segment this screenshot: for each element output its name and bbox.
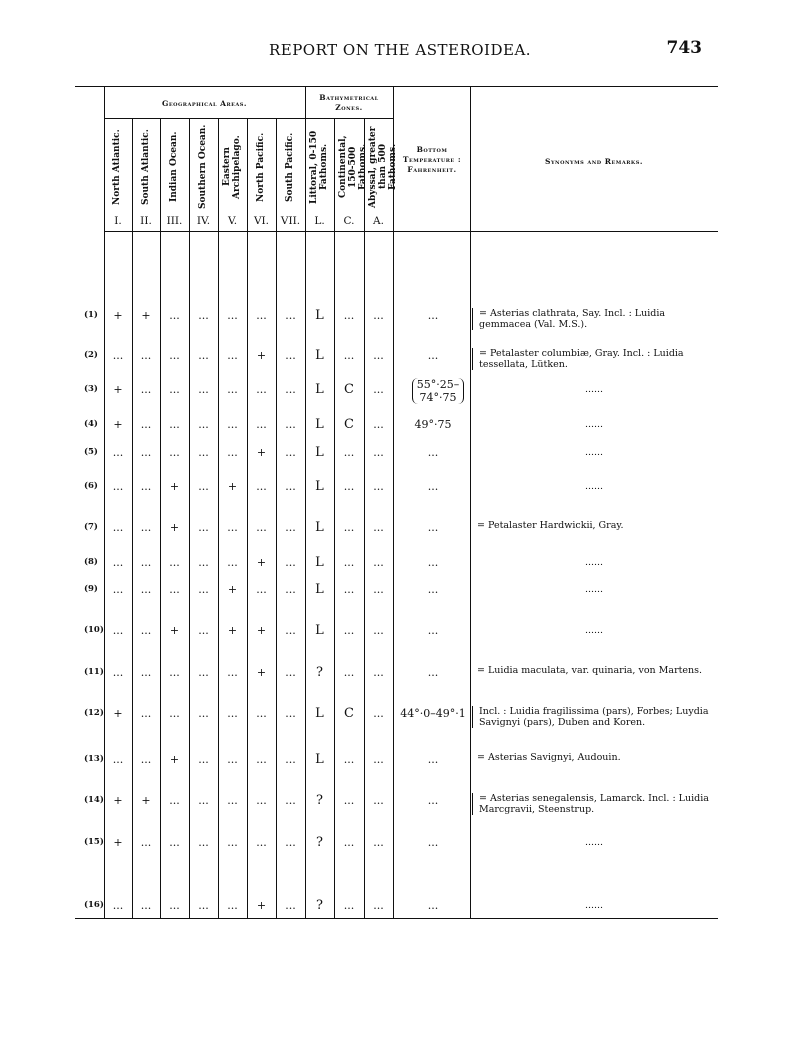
geographical-areas-heading: Geographical Areas. — [161, 98, 248, 108]
table-cell: ... — [343, 836, 355, 849]
bottom-temperature-value: ... — [427, 794, 439, 807]
row-number: (3) — [84, 384, 98, 394]
table-cell: ... — [285, 383, 296, 396]
synonym-remark: ...... — [584, 419, 604, 430]
table-cell: ... — [373, 707, 384, 720]
table-cell: ... — [373, 521, 384, 534]
table-cell: ... — [198, 383, 209, 396]
bottom-temperature-value: 44°·0–49°·1 — [400, 707, 466, 720]
table-cell: ... — [227, 836, 238, 849]
table-cell: ... — [373, 794, 384, 807]
table-cell: ... — [343, 624, 355, 637]
table-cell: ... — [285, 480, 296, 493]
table-cell: C — [344, 382, 354, 397]
group-head-rule — [104, 118, 393, 119]
row-number: (15) — [84, 837, 104, 847]
table-cell: L — [315, 520, 324, 535]
table-cell: ... — [169, 556, 180, 569]
table-cell: ... — [343, 899, 355, 912]
table-cell: ... — [373, 418, 384, 431]
table-cell: ... — [198, 480, 209, 493]
synonym-remark: = Luidia maculata, var. quinaria, von Martens. — [477, 665, 703, 676]
table-cell: L — [315, 752, 324, 767]
area-heading-eastern-archipelago: Eastern Archipelago. — [222, 135, 242, 199]
table-cell: ... — [112, 899, 124, 912]
table-cell: L — [315, 445, 324, 460]
table-cell: + — [256, 556, 267, 569]
table-bottom-rule — [75, 918, 718, 919]
bottom-temperature-value: ... — [427, 753, 439, 766]
table-cell: ... — [112, 753, 124, 766]
synonym-remark: = Asterias Savignyi, Audouin. — [477, 752, 621, 763]
row-number: (12) — [84, 708, 104, 718]
table-cell: ... — [227, 383, 238, 396]
table-cell: ... — [227, 794, 238, 807]
table-cell: ... — [373, 666, 384, 679]
table-cell: ... — [343, 583, 355, 596]
table-cell: ... — [373, 624, 384, 637]
table-cell: L — [315, 382, 324, 397]
table-cell: ... — [343, 794, 355, 807]
row-number: (7) — [84, 522, 98, 532]
synonym-remark: ...... — [584, 447, 604, 458]
table-cell: ... — [198, 836, 209, 849]
zone-heading-continental: Continental, 150-500 Fathoms. — [338, 135, 368, 199]
table-cell: + — [169, 480, 180, 493]
bottom-temperature-value: ... — [427, 309, 439, 322]
row-number: (2) — [84, 350, 98, 360]
table-cell: ... — [140, 666, 152, 679]
table-cell: ... — [140, 349, 152, 362]
table-cell: ... — [140, 836, 152, 849]
numeral-rule — [104, 231, 718, 232]
table-cell: + — [256, 899, 267, 912]
table-cell: ... — [140, 418, 152, 431]
table-cell: ... — [373, 583, 384, 596]
table-cell: ... — [227, 666, 238, 679]
synonym-remark: Incl. : Luidia fragilissima (pars), Forbes; Luydia Savignyi (pars), Duben and Koren. — [472, 706, 719, 728]
table-cell: + — [227, 624, 238, 637]
area-heading-south-atlantic: South Atlantic. — [141, 129, 151, 205]
synonyms-remarks-heading: Synonyms and Remarks. — [545, 156, 643, 166]
row-number: (6) — [84, 481, 98, 491]
table-cell: ... — [198, 349, 209, 362]
table-cell: ... — [140, 556, 152, 569]
table-cell: ... — [343, 753, 355, 766]
bottom-temperature-value: ... — [427, 666, 439, 679]
table-cell: ... — [256, 383, 267, 396]
area-heading-southern-ocean: Southern Ocean. — [198, 124, 208, 210]
table-cell: ? — [316, 898, 323, 913]
synonym-remark: ...... — [584, 837, 604, 848]
synonym-remark: ...... — [584, 584, 604, 595]
table-cell: ... — [285, 556, 296, 569]
row-number: (10) — [84, 625, 104, 635]
table-cell: + — [113, 383, 123, 396]
table-cell: ... — [112, 480, 124, 493]
table-cell: ... — [140, 383, 152, 396]
table-cell: ... — [169, 383, 180, 396]
table-cell: ? — [316, 793, 323, 808]
bottom-temperature-value: 55°·25– 74°·75 — [412, 378, 464, 404]
table-cell: L — [315, 582, 324, 597]
synonym-remark: ...... — [584, 557, 604, 568]
col-rule — [470, 86, 471, 918]
zone-numeral: A. — [373, 215, 384, 227]
bottom-temperature-heading: Bottom Temperature : Fahrenheit. — [402, 145, 462, 174]
bottom-temperature-value: ... — [427, 446, 439, 459]
table-cell: ... — [227, 556, 238, 569]
table-cell: ... — [198, 666, 209, 679]
table-cell: ... — [169, 794, 180, 807]
table-cell: ... — [227, 707, 238, 720]
table-cell: ... — [112, 666, 124, 679]
table-cell: ... — [285, 349, 296, 362]
table-cell: ... — [256, 707, 267, 720]
table-cell: L — [315, 479, 324, 494]
table-cell: + — [169, 753, 180, 766]
table-cell: ... — [227, 521, 238, 534]
table-cell: + — [256, 349, 267, 362]
area-heading-north-pacific: North Pacific. — [256, 132, 266, 202]
table-cell: ... — [285, 418, 296, 431]
table-cell: ... — [285, 707, 296, 720]
table-cell: ... — [198, 556, 209, 569]
table-cell: L — [315, 555, 324, 570]
row-number: (14) — [84, 795, 104, 805]
table-cell: ... — [198, 794, 209, 807]
area-numeral: VII. — [280, 215, 301, 227]
table-cell: + — [113, 794, 123, 807]
area-numeral: IV. — [196, 215, 211, 227]
table-cell: ... — [227, 446, 238, 459]
bottom-temperature-value: ... — [427, 521, 439, 534]
table-cell: ... — [343, 556, 355, 569]
table-cell: ... — [140, 753, 152, 766]
table-cell: ... — [285, 753, 296, 766]
table-cell: ... — [140, 521, 152, 534]
row-number: (13) — [84, 754, 104, 764]
bottom-temperature-value: ... — [427, 583, 439, 596]
table-cell: C — [344, 417, 354, 432]
table-cell: + — [169, 521, 180, 534]
table-cell: ... — [285, 521, 296, 534]
synonym-remark: = Asterias senegalensis, Lamarck. Incl. : Luidia Marcgravii, Steenstrup. — [472, 793, 719, 815]
table-cell: ... — [373, 446, 384, 459]
table-cell: ... — [140, 583, 152, 596]
table-cell: + — [256, 446, 267, 459]
bottom-temperature-value: ... — [427, 349, 439, 362]
table-cell: ... — [343, 666, 355, 679]
synonym-remark: ...... — [584, 384, 604, 395]
table-cell: ... — [198, 899, 209, 912]
synonym-remark: = Petalaster Hardwickii, Gray. — [477, 520, 624, 531]
table-cell: ... — [285, 666, 296, 679]
table-cell: ... — [169, 707, 180, 720]
table-cell: ... — [285, 446, 296, 459]
area-heading-north-atlantic: North Atlantic. — [112, 129, 122, 205]
table-cell: ... — [373, 753, 384, 766]
table-cell: ... — [343, 446, 355, 459]
table-cell: ... — [227, 753, 238, 766]
table-cell: ... — [169, 666, 180, 679]
table-top-rule — [75, 86, 718, 87]
table-cell: ... — [373, 309, 384, 322]
bottom-temperature-value: ... — [427, 899, 439, 912]
table-cell: ... — [198, 446, 209, 459]
table-cell: ... — [285, 624, 296, 637]
table-cell: ... — [256, 480, 267, 493]
table-cell: ... — [256, 309, 267, 322]
table-cell: ... — [169, 899, 180, 912]
zone-heading-abyssal: Abyssal, greater than 500 Fathoms. — [368, 126, 398, 208]
synonym-remark: = Asterias clathrata, Say. Incl. : Luidia gemmacea (Val. M.S.). — [472, 308, 719, 330]
area-heading-south-pacific: South Pacific. — [285, 132, 295, 202]
table-cell: ... — [198, 624, 209, 637]
table-cell: ? — [316, 835, 323, 850]
table-cell: + — [256, 624, 267, 637]
table-cell: + — [227, 583, 238, 596]
table-cell: ? — [316, 665, 323, 680]
table-cell: ... — [227, 418, 238, 431]
bottom-temperature-value: ... — [427, 624, 439, 637]
table-cell: ... — [140, 480, 152, 493]
table-cell: ... — [373, 349, 384, 362]
table-cell: ... — [112, 583, 124, 596]
table-cell: ... — [256, 836, 267, 849]
table-cell: ... — [169, 309, 180, 322]
table-cell: L — [315, 706, 324, 721]
table-cell: + — [256, 666, 267, 679]
table-cell: ... — [169, 418, 180, 431]
synonym-remark: ...... — [584, 481, 604, 492]
row-number: (4) — [84, 419, 98, 429]
table-cell: L — [315, 348, 324, 363]
table-cell: ... — [140, 707, 152, 720]
area-heading-indian-ocean: Indian Ocean. — [169, 131, 179, 203]
table-cell: ... — [343, 309, 355, 322]
table-cell: ... — [373, 836, 384, 849]
table-cell: ... — [373, 899, 384, 912]
table-cell: ... — [112, 521, 124, 534]
table-cell: ... — [140, 899, 152, 912]
zone-numeral: L. — [314, 215, 325, 227]
table-cell: ... — [285, 583, 296, 596]
synonym-remark: = Petalaster columbiæ, Gray. Incl. : Luidia tessellata, Lütken. — [472, 348, 719, 370]
table-cell: ... — [373, 480, 384, 493]
table-cell: ... — [227, 349, 238, 362]
table-cell: ... — [256, 418, 267, 431]
table-cell: ... — [256, 753, 267, 766]
row-number: (5) — [84, 447, 98, 457]
table-cell: ... — [227, 899, 238, 912]
table-cell: + — [113, 707, 123, 720]
row-number: (16) — [84, 900, 104, 910]
table-cell: ... — [198, 418, 209, 431]
table-cell: ... — [112, 624, 124, 637]
table-cell: ... — [169, 349, 180, 362]
table-cell: ... — [285, 794, 296, 807]
table-cell: C — [344, 706, 354, 721]
table-cell: ... — [285, 836, 296, 849]
table-cell: ... — [227, 309, 238, 322]
row-number: (8) — [84, 557, 98, 567]
area-numeral: I. — [114, 215, 122, 227]
zone-heading-littoral: Littoral, 0-150 Fathoms. — [309, 130, 329, 204]
table-cell: ... — [198, 583, 209, 596]
table-cell: ... — [112, 349, 124, 362]
table-cell: ... — [256, 521, 267, 534]
row-number: (11) — [84, 667, 104, 677]
table-cell: ... — [285, 309, 296, 322]
table-cell: ... — [373, 556, 384, 569]
table-cell: ... — [169, 446, 180, 459]
table-cell: + — [227, 480, 238, 493]
bathymetrical-zones-heading: Bathymetrical Zones. — [319, 93, 379, 112]
table-cell: ... — [256, 794, 267, 807]
table-cell: ... — [198, 521, 209, 534]
area-numeral: II. — [140, 215, 152, 227]
table-cell: + — [113, 836, 123, 849]
table-cell: ... — [169, 836, 180, 849]
table-cell: ... — [112, 556, 124, 569]
table-cell: ... — [140, 624, 152, 637]
synonym-remark: ...... — [584, 900, 604, 911]
row-number: (1) — [84, 310, 98, 320]
table-cell: ... — [198, 309, 209, 322]
table-cell: ... — [198, 707, 209, 720]
table-cell: + — [169, 624, 180, 637]
table-cell: L — [315, 623, 324, 638]
bottom-temperature-value: ... — [427, 836, 439, 849]
area-numeral: III. — [166, 215, 183, 227]
table-cell: L — [315, 417, 324, 432]
row-number: (9) — [84, 584, 98, 594]
bottom-temperature-value: ... — [427, 480, 439, 493]
table-cell: ... — [343, 521, 355, 534]
page-number: 743 — [666, 38, 702, 58]
synonym-remark: ...... — [584, 625, 604, 636]
bottom-temperature-value: 49°·75 — [414, 418, 452, 431]
table-cell: + — [141, 794, 151, 807]
table-cell: ... — [285, 899, 296, 912]
table-cell: + — [141, 309, 151, 322]
table-cell: + — [113, 309, 123, 322]
table-cell: + — [113, 418, 123, 431]
table-cell: ... — [169, 583, 180, 596]
area-numeral: V. — [227, 215, 238, 227]
table-cell: ... — [343, 480, 355, 493]
area-numeral: VI. — [253, 215, 270, 227]
table-cell: ... — [343, 349, 355, 362]
running-header-title: REPORT ON THE ASTEROIDEA. — [268, 41, 532, 59]
zone-numeral: C. — [343, 215, 355, 227]
bottom-temperature-value: ... — [427, 556, 439, 569]
table-cell: ... — [373, 383, 384, 396]
table-cell: ... — [198, 753, 209, 766]
table-cell: ... — [256, 583, 267, 596]
table-cell: L — [315, 308, 324, 323]
table-cell: ... — [140, 446, 152, 459]
table-cell: ... — [112, 446, 124, 459]
col-rule — [393, 86, 394, 918]
